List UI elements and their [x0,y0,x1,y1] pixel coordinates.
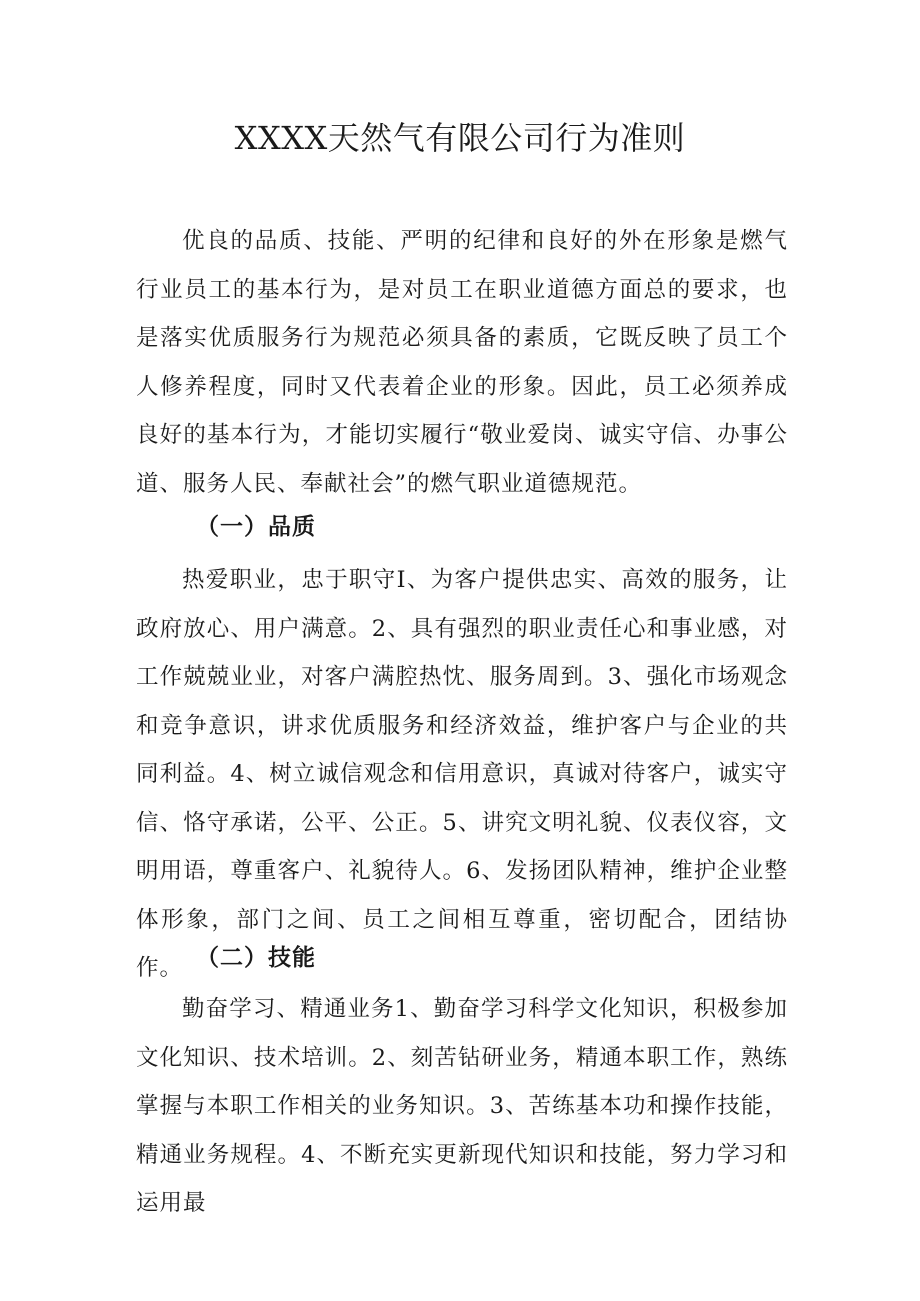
section-heading-skills: （二）技能 [196,945,316,971]
intro-paragraph: 优良的品质、技能、严明的纪律和良好的外在形象是燃气行业员工的基本行为，是对员工在职业道德方面总的要求，也是落实优质服务行为规范必须具备的素质，它既反映了员工个人修养程度，同时又代表着企业的形象。因此，员工必须养成良好的基本行为，才能切实履行“敬业爱岗、诚实守信、办事公道、服务人民、奉献社会”的燃气职业道德规范。 [136,228,788,497]
section-body-skills: 勤奋学习、精通业务1、勤奋学习科学文化知识，积极参加文化知识、技术培训。2、刻苦钻研业务，精通本职工作，熟练掌握与本职工作相关的业务知识。3、苦练基本功和操作技能，精通业务规程。4、不断充实更新现代知识和技能，努力学习和运用最 [136,996,788,1216]
document-title: XXXX天然气有限公司行为准则 [234,119,686,157]
section-heading-quality: （一）品质 [196,514,316,540]
section-body-quality: 热爱职业，忠于职守I、为客户提供忠实、高效的服务，让政府放心、用户满意。2、具有强烈的职业责任心和事业感，对工作兢兢业业，对客户满腔热忱、服务周到。3、强化市场观念和竞争意识，讲求优质服务和经济效益，维护客户与企业的共同利益。4、树立诚信观念和信用意识，真诚对待客户，诚实守信、恪守承诺，公平、公正。5、讲究文明礼貌、仪表仪容，文明用语，尊重客户、礼貌待人。6、发扬团队精神，维护企业整体形象，部门之间、员工之间相互尊重，密切配合，团结协作。 [136,567,788,981]
